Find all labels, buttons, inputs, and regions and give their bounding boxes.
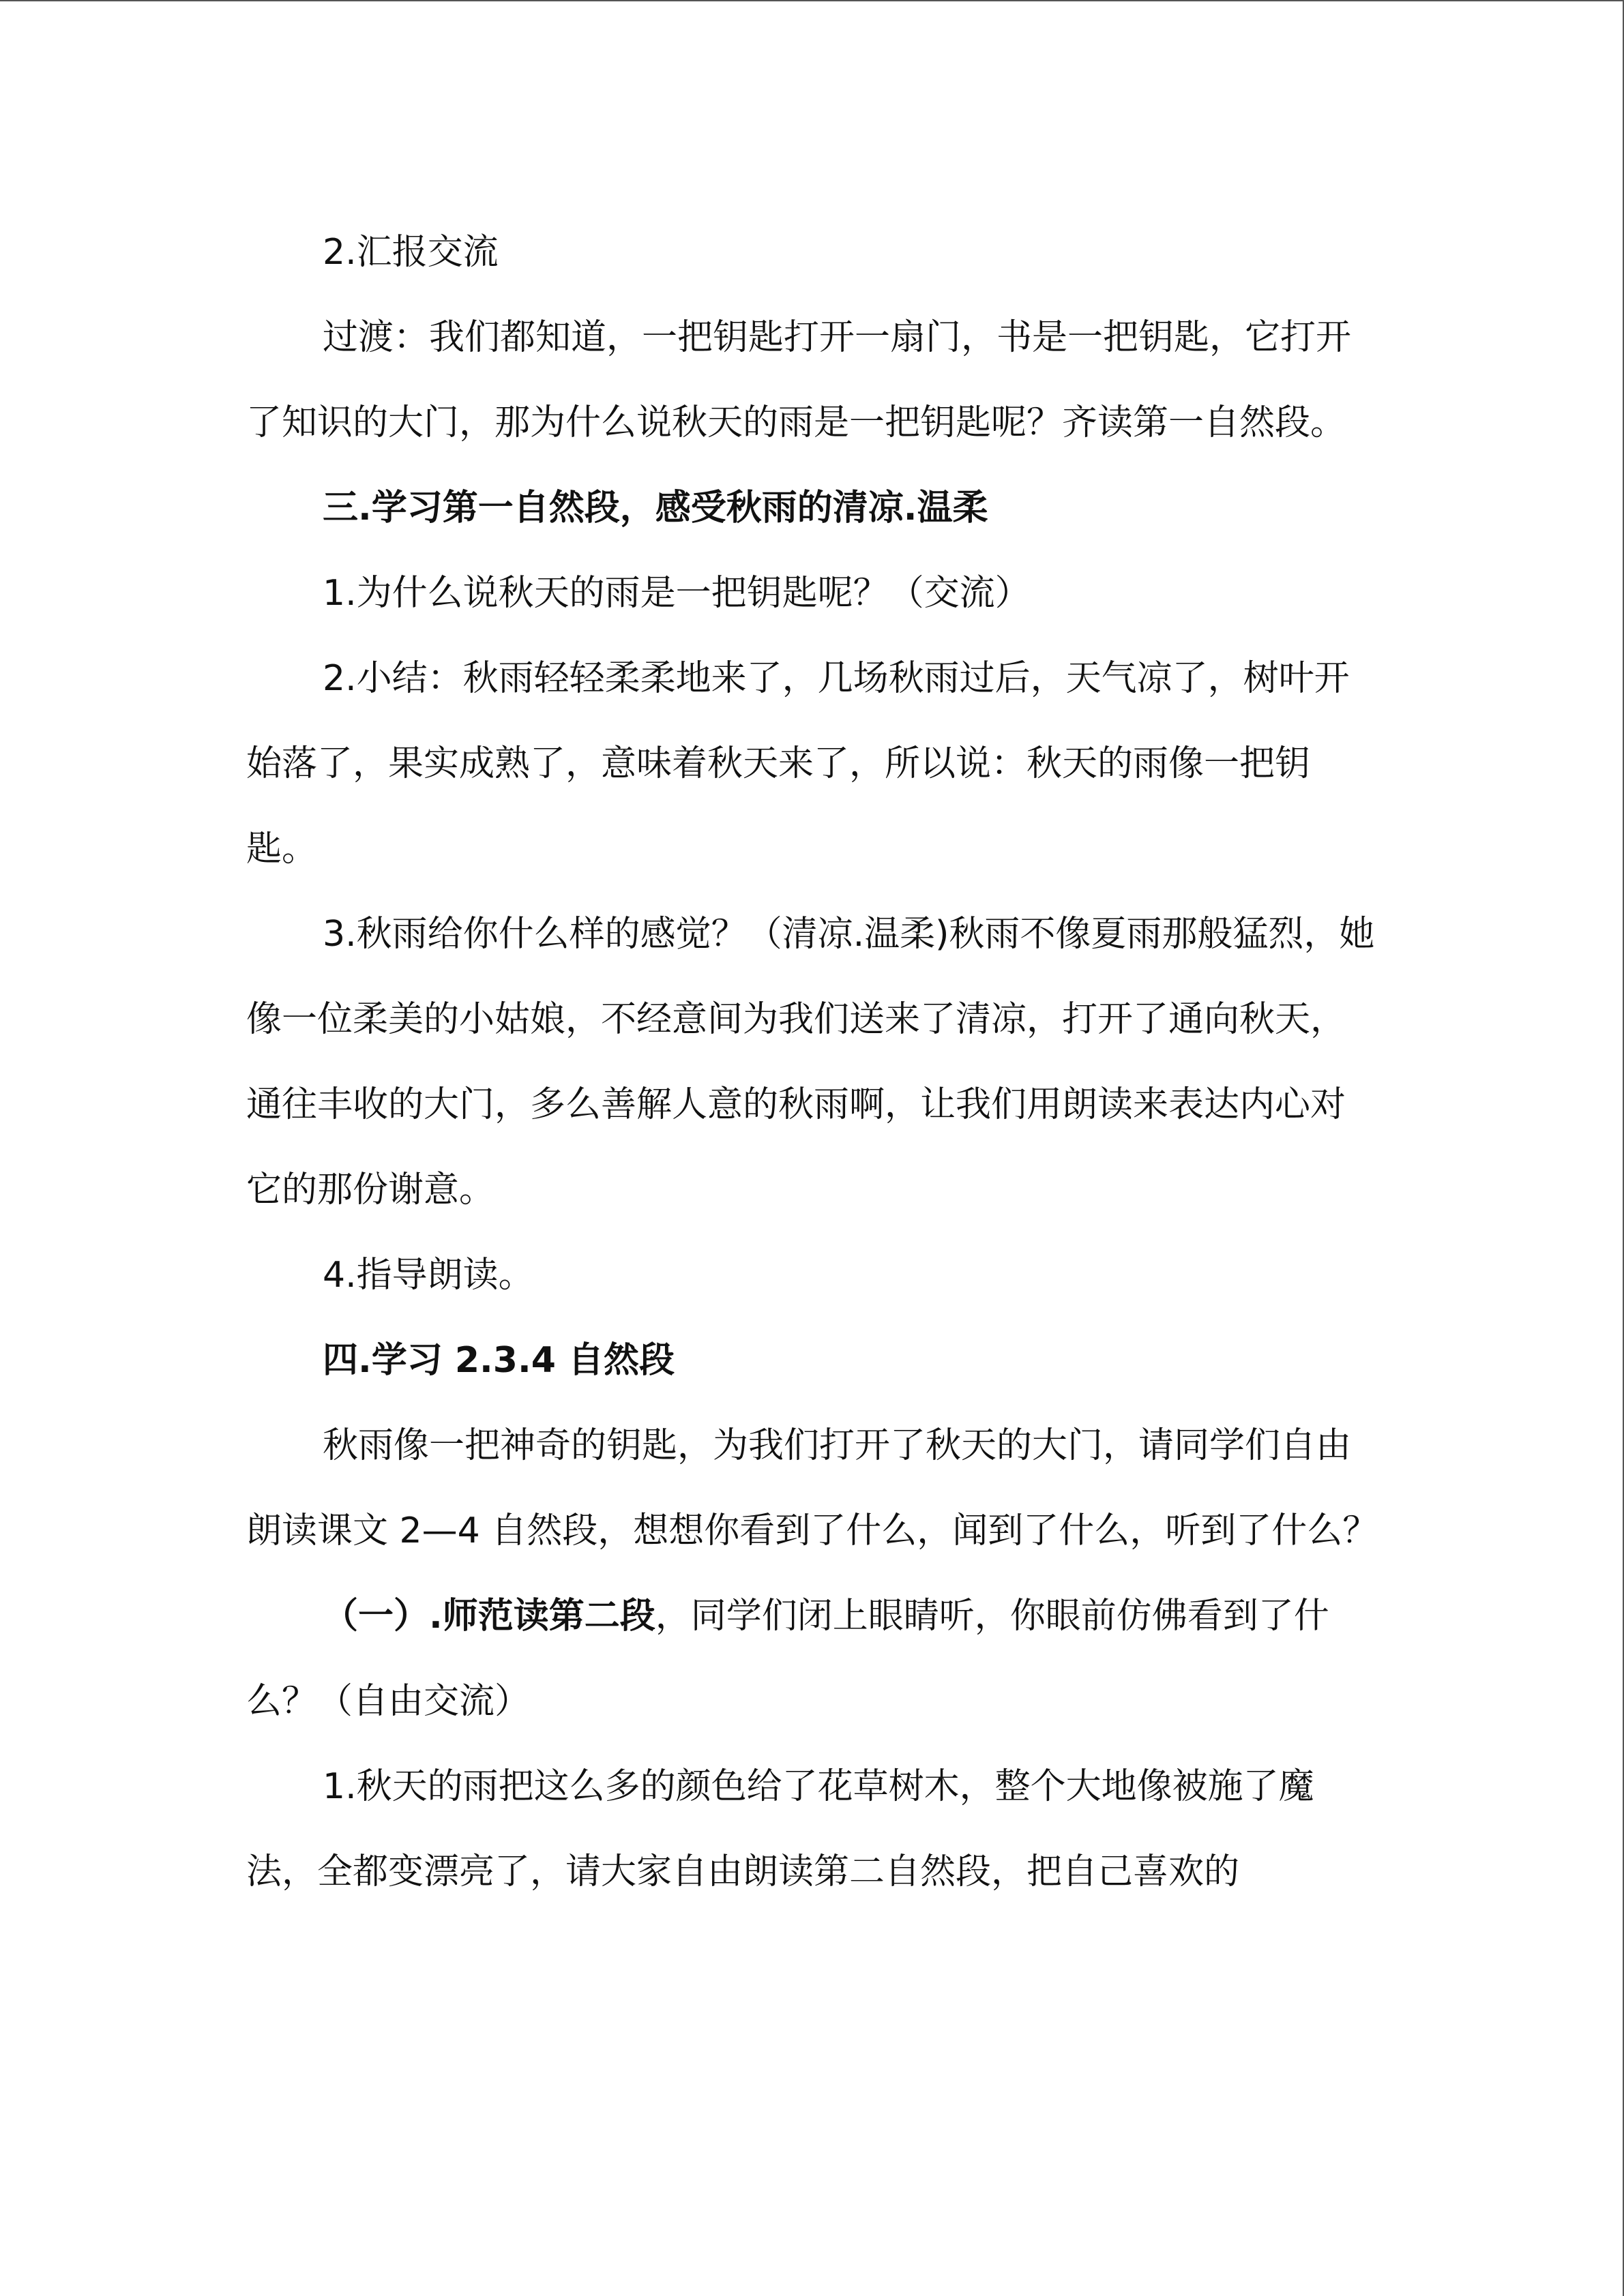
paragraph-guide-reading: 4.指导朗读。	[323, 1255, 534, 1296]
paragraph-magic-key: 秋雨像一把神奇的钥匙，为我们打开了秋天的大门，请同学们自由朗读课文 2—4 自然段，想想你看到了什么，闻到了什么，听到了什么？	[246, 1425, 1378, 1551]
paragraph-report-exchange: 2.汇报交流	[323, 232, 499, 273]
paragraph-colors: 1.秋天的雨把这么多的颜色给了花草树木，整个大地像被施了魔法，全都变漂亮了，请大家自由朗读第二自然段，把自己喜欢的	[246, 1766, 1314, 1892]
teacher-reading-heading: （一）.师范读第二段	[323, 1596, 655, 1637]
heading-section-four: 四.学习 2.3.4 自然段	[323, 1340, 675, 1381]
heading-section-three: 三.学习第一自然段，感受秋雨的清凉.温柔	[323, 488, 988, 528]
paragraph-feeling: 3.秋雨给你什么样的感觉？（清凉.温柔)秋雨不像夏雨那般猛烈，她像一位柔美的小姑娘，不经意间为我们送来了清凉，打开了通向秋天，通往丰收的大门，多么善解人意的秋雨啊，让我们用朗读来表达内心对它的那份谢意。	[246, 914, 1375, 1210]
teacher-reading-text: ，同学们闭上眼睛听，你眼前仿佛看到了什么？（自由交流）	[246, 1596, 1329, 1722]
paragraph-teacher-reading	[246, 1574, 1378, 1744]
paragraph-transition: 过渡：我们都知道，一把钥匙打开一扇门，书是一把钥匙，它打开了知识的大门，那为什么说秋天的雨是一把钥匙呢？齐读第一自然段。	[246, 317, 1352, 443]
document-body	[246, 210, 1378, 1915]
paragraph-summary: 2.小结：秋雨轻轻柔柔地来了，几场秋雨过后，天气凉了，树叶开始落了，果实成熟了，意味着秋天来了，所以说：秋天的雨像一把钥匙。	[246, 658, 1350, 869]
paragraph-question-key: 1.为什么说秋天的雨是一把钥匙呢？（交流）	[323, 573, 1031, 614]
